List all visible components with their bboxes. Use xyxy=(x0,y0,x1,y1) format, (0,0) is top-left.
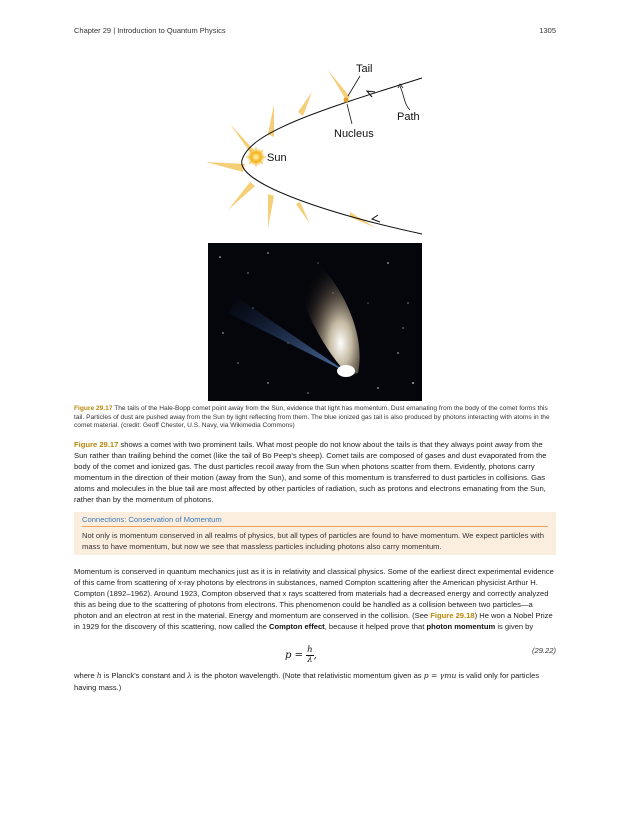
para3-text-b: is Planck's constant and xyxy=(101,671,188,680)
equation-number: (29.22) xyxy=(531,646,556,655)
nucleus-label: Nucleus xyxy=(334,128,374,140)
sun-icon xyxy=(247,148,265,166)
equation-trail: , xyxy=(313,650,317,661)
connections-body: Not only is momentum conserved in all realms of physics, but all types of particles are found to have momentum. We expect particles with mass to have momentum, but now we see that massless particles including photons also carry momentum. xyxy=(82,531,545,551)
equation-lhs: p = xyxy=(285,650,303,661)
para1-text-b: from the Sun rather than trailing behind the comet (like the tail of Bo Peep's sheep). Comet tails are composed of gases and dust evaporated from the body of the comet and ionized gas. The dust particles recoil away from the Sun when photons scatter from them. Evidently, photons carry momentum in the direction of their motion (away from the Sun), and some of this momentum is transferred to dust particles in collisions. Gas atoms and molecules in the blue tail are most affected by other particles of radiation, such as protons and electrons emanating from the Sun, rather than by the momentum of photons. xyxy=(74,440,547,504)
nucleus-dot xyxy=(344,98,349,103)
paragraph-comet-tails xyxy=(74,439,556,505)
paragraph-compton xyxy=(74,566,556,632)
term-photon-momentum: photon momentum xyxy=(426,622,496,631)
figure-link-29-18[interactable]: Figure 29.18 xyxy=(430,611,475,620)
comet-photo xyxy=(208,243,422,401)
term-compton-effect: Compton effect xyxy=(269,622,325,631)
connections-box xyxy=(74,512,556,555)
comet-orbit-diagram xyxy=(200,52,430,240)
para2-text-b: ) He won a Nobel Prize in 1929 for the discovery of this scattering, now called the xyxy=(74,611,553,631)
path-label: Path xyxy=(397,111,420,123)
para3-text-c: is the photon wavelength. (Note that relativistic momentum given as xyxy=(191,671,424,680)
equation-numerator: h xyxy=(307,645,313,655)
symbol-h: h xyxy=(96,671,102,680)
page-number: 1305 xyxy=(539,26,556,35)
equation-fraction xyxy=(306,646,313,665)
symbol-lambda: λ xyxy=(187,671,192,680)
figure-link[interactable]: Figure 29.17 xyxy=(74,440,119,449)
chapter-header: Chapter 29 | Introduction to Quantum Physics xyxy=(74,26,226,35)
tail-label: Tail xyxy=(356,63,373,75)
para3-text-d: is valid only for particles having mass.) xyxy=(74,671,540,692)
sun-label: Sun xyxy=(267,152,287,164)
para1-text-a: shows a comet with two prominent tails. What most people do not know about the tails is that they always point xyxy=(118,440,495,449)
figure-label: Figure 29.17 xyxy=(74,405,113,412)
caption-text: The tails of the Hale-Bopp comet point away from the Sun, evidence that light has momentum. Dust emanating from the body of the comet forms this tail. Particles of dust are pushed away from the Sun by light reflecting from them. The blue ionized gas tail is also produced by photons interacting with atoms in the comet material. (credit: Geoff Chester, U.S. Navy, via Wikimedia Commons) xyxy=(74,405,550,430)
connections-title: Connections: Conservation of Momentum xyxy=(82,515,548,527)
formula-relativistic-momentum: p = γmu xyxy=(423,671,457,680)
para3-text-a: where xyxy=(74,671,97,680)
para2-text-c: , because it helped prove that xyxy=(324,622,427,631)
figure-caption xyxy=(74,405,556,431)
comet-tails xyxy=(206,70,376,228)
para2-text-d: is given by xyxy=(495,622,534,631)
equation-photon-momentum xyxy=(285,646,317,665)
para2-text-a: Momentum is conserved in quantum mechanics just as it is in relativity and classical physics. Some of the earliest direct experimental evidence of this came from scattering of x-ray photons by electrons in substances, named Compton scattering after the American physicist Arthur H. Compton (1892–1962). Around 1923, Compton observed that x rays scattered from materials had a decreased energy and correctly analyzed this as being due to the scattering of photons from electrons. This phenomenon could be handled as a collision between two particles—a photon and an electron at rest in the material. Energy and momentum are conserved in the collision. (See xyxy=(74,567,554,620)
paragraph-planck xyxy=(74,670,556,694)
para1-emphasis: away xyxy=(494,440,513,449)
equation-denominator: λ xyxy=(307,655,313,665)
